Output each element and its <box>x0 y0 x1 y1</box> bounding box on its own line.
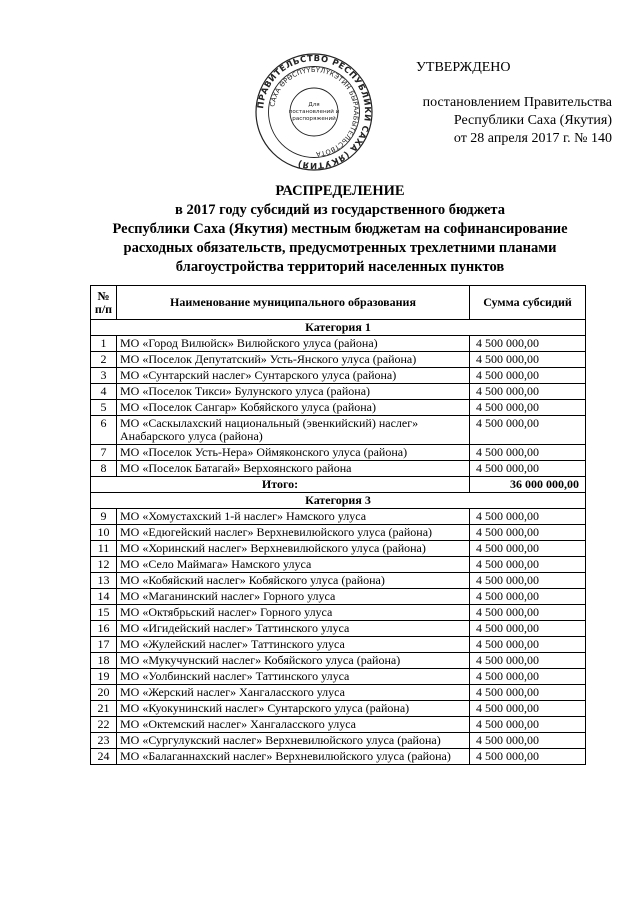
row-sum: 4 500 000,00 <box>470 384 586 400</box>
subsidy-table <box>90 285 586 765</box>
row-sum: 4 500 000,00 <box>470 749 586 765</box>
category-1-row <box>91 320 586 336</box>
document-title <box>80 182 600 277</box>
total-value: 36 000 000,00 <box>470 477 586 493</box>
row-sum: 4 500 000,00 <box>470 400 586 416</box>
row-name: МО «Кобяйский наслег» Кобяйского улуса (района) <box>117 573 470 589</box>
row-name: МО «Поселок Сангар» Кобяйского улуса (района) <box>117 400 470 416</box>
title-line-4: расходных обязательств, предусмотренных трехлетними планами <box>123 240 557 256</box>
category-3-label: Категория 3 <box>91 493 586 509</box>
row-sum: 4 500 000,00 <box>470 461 586 477</box>
row-number: 5 <box>91 400 117 416</box>
row-name: МО «Жерский наслег» Хангаласского улуса <box>117 685 470 701</box>
table-row <box>91 541 586 557</box>
row-number: 4 <box>91 384 117 400</box>
approval-heading: УТВЕРЖДЕНО <box>416 60 511 75</box>
row-sum: 4 500 000,00 <box>470 733 586 749</box>
row-name: МО «Игидейский наслег» Таттинского улуса <box>117 621 470 637</box>
official-seal <box>254 52 374 172</box>
approval-line-3: от 28 апреля 2017 г. № 140 <box>453 131 612 146</box>
row-sum: 4 500 000,00 <box>470 352 586 368</box>
row-number: 6 <box>91 416 117 445</box>
row-number: 15 <box>91 605 117 621</box>
approval-block <box>362 60 612 148</box>
approval-line-1: постановлением Правительства <box>422 95 612 110</box>
row-number: 17 <box>91 637 117 653</box>
row-name: МО «Едюгейский наслег» Верхневилюйского улуса (района) <box>117 525 470 541</box>
table-header-row <box>91 286 586 320</box>
row-number: 8 <box>91 461 117 477</box>
table-row <box>91 400 586 416</box>
seal-center-line-3: распоряжений <box>292 116 336 122</box>
table-row <box>91 461 586 477</box>
row-sum: 4 500 000,00 <box>470 557 586 573</box>
row-name: МО «Куокунинский наслег» Сунтарского улуса (района) <box>117 701 470 717</box>
row-sum: 4 500 000,00 <box>470 669 586 685</box>
table-row <box>91 509 586 525</box>
total-row <box>91 477 586 493</box>
table-row <box>91 525 586 541</box>
row-sum: 4 500 000,00 <box>470 525 586 541</box>
approval-line-2: Республики Саха (Якутия) <box>453 113 612 128</box>
table-row <box>91 557 586 573</box>
row-number: 10 <box>91 525 117 541</box>
table-row <box>91 336 586 352</box>
row-number: 9 <box>91 509 117 525</box>
row-sum: 4 500 000,00 <box>470 685 586 701</box>
row-name: МО «Сунтарский наслег» Сунтарского улуса (района) <box>117 368 470 384</box>
row-name: МО «Сургулукский наслег» Верхневилюйского улуса (района) <box>117 733 470 749</box>
row-number: 21 <box>91 701 117 717</box>
row-name: МО «Поселок Депутатский» Усть-Янского улуса (района) <box>117 352 470 368</box>
title-line-5: благоустройства территорий населенных пунктов <box>175 259 505 275</box>
row-number: 24 <box>91 749 117 765</box>
table-row <box>91 352 586 368</box>
row-sum: 4 500 000,00 <box>470 605 586 621</box>
header-sum: Сумма субсидий <box>470 286 586 320</box>
row-sum: 4 500 000,00 <box>470 445 586 461</box>
row-name: МО «Село Маймага» Намского улуса <box>117 557 470 573</box>
title-line-2: в 2017 году субсидий из государственного бюджета <box>175 202 505 218</box>
row-number: 23 <box>91 733 117 749</box>
row-number: 22 <box>91 717 117 733</box>
row-name: МО «Поселок Тикси» Булунского улуса (района) <box>117 384 470 400</box>
table-row <box>91 637 586 653</box>
row-sum: 4 500 000,00 <box>470 621 586 637</box>
table-row <box>91 717 586 733</box>
row-name: МО «Хомустахский 1-й наслег» Намского улуса <box>117 509 470 525</box>
row-name: МО «Хоринский наслег» Верхневилюйского улуса (района) <box>117 541 470 557</box>
table-row <box>91 701 586 717</box>
row-number: 13 <box>91 573 117 589</box>
row-name: МО «Октемский наслег» Хангаласского улуса <box>117 717 470 733</box>
row-sum: 4 500 000,00 <box>470 653 586 669</box>
row-sum: 4 500 000,00 <box>470 336 586 352</box>
table-row <box>91 384 586 400</box>
row-sum: 4 500 000,00 <box>470 368 586 384</box>
category-1-label: Категория 1 <box>91 320 586 336</box>
table-row <box>91 573 586 589</box>
row-sum: 4 500 000,00 <box>470 573 586 589</box>
row-name: МО «Октябрьский наслег» Горного улуса <box>117 605 470 621</box>
row-number: 2 <box>91 352 117 368</box>
row-name: МО «Поселок Батагай» Верхоянского района <box>117 461 470 477</box>
row-name: МО «Мукучунский наслег» Кобяйского улуса (района) <box>117 653 470 669</box>
header-number: № п/п <box>91 286 117 320</box>
row-number: 14 <box>91 589 117 605</box>
row-name: МО «Жулейский наслег» Таттинского улуса <box>117 637 470 653</box>
table-row <box>91 605 586 621</box>
row-sum: 4 500 000,00 <box>470 589 586 605</box>
title-line-3: Республики Саха (Якутия) местным бюджетам на софинансирование <box>112 221 568 237</box>
row-sum: 4 500 000,00 <box>470 637 586 653</box>
seal-center-line-2: постановлений и <box>288 109 340 115</box>
row-number: 19 <box>91 669 117 685</box>
row-number: 1 <box>91 336 117 352</box>
table-row <box>91 589 586 605</box>
row-number: 16 <box>91 621 117 637</box>
row-number: 18 <box>91 653 117 669</box>
row-number: 12 <box>91 557 117 573</box>
row-name: МО «Балаганнахский наслег» Верхневилюйского улуса (района) <box>117 749 470 765</box>
table-row <box>91 685 586 701</box>
table-row <box>91 669 586 685</box>
row-number: 3 <box>91 368 117 384</box>
row-name: МО «Поселок Усть-Нера» Оймяконского улуса (района) <box>117 445 470 461</box>
category-3-row <box>91 493 586 509</box>
table-row <box>91 653 586 669</box>
row-number: 7 <box>91 445 117 461</box>
title-line-1: РАСПРЕДЕЛЕНИЕ <box>275 183 405 199</box>
row-sum: 4 500 000,00 <box>470 541 586 557</box>
total-label: Итого: <box>91 477 470 493</box>
seal-inner-text: САХА ӨРӨСПҮҮБҮЛҮКЭТИН БЫРААБЫТЕЛЬСТВОТА <box>268 65 361 159</box>
table-row <box>91 621 586 637</box>
table-row <box>91 368 586 384</box>
table-row <box>91 445 586 461</box>
row-name: МО «Город Вилюйск» Вилюйского улуса (района) <box>117 336 470 352</box>
row-sum: 4 500 000,00 <box>470 717 586 733</box>
header-name: Наименование муниципального образования <box>117 286 470 320</box>
row-sum: 4 500 000,00 <box>470 701 586 717</box>
table-row <box>91 733 586 749</box>
row-name: МО «Уолбинский наслег» Таттинского улуса <box>117 669 470 685</box>
table-row <box>91 416 586 445</box>
seal-outer-text: ПРАВИТЕЛЬСТВО РЕСПУБЛИКИ САХА (ЯКУТИЯ) <box>255 52 374 172</box>
row-number: 20 <box>91 685 117 701</box>
row-sum: 4 500 000,00 <box>470 416 586 445</box>
table-row <box>91 749 586 765</box>
row-name: МО «Маганинский наслег» Горного улуса <box>117 589 470 605</box>
seal-center-line-1: Для <box>308 102 320 108</box>
row-number: 11 <box>91 541 117 557</box>
row-sum: 4 500 000,00 <box>470 509 586 525</box>
row-name: МО «Саскылахский национальный (эвенкийский) наслег» Анабарского улуса (района) <box>117 416 470 445</box>
